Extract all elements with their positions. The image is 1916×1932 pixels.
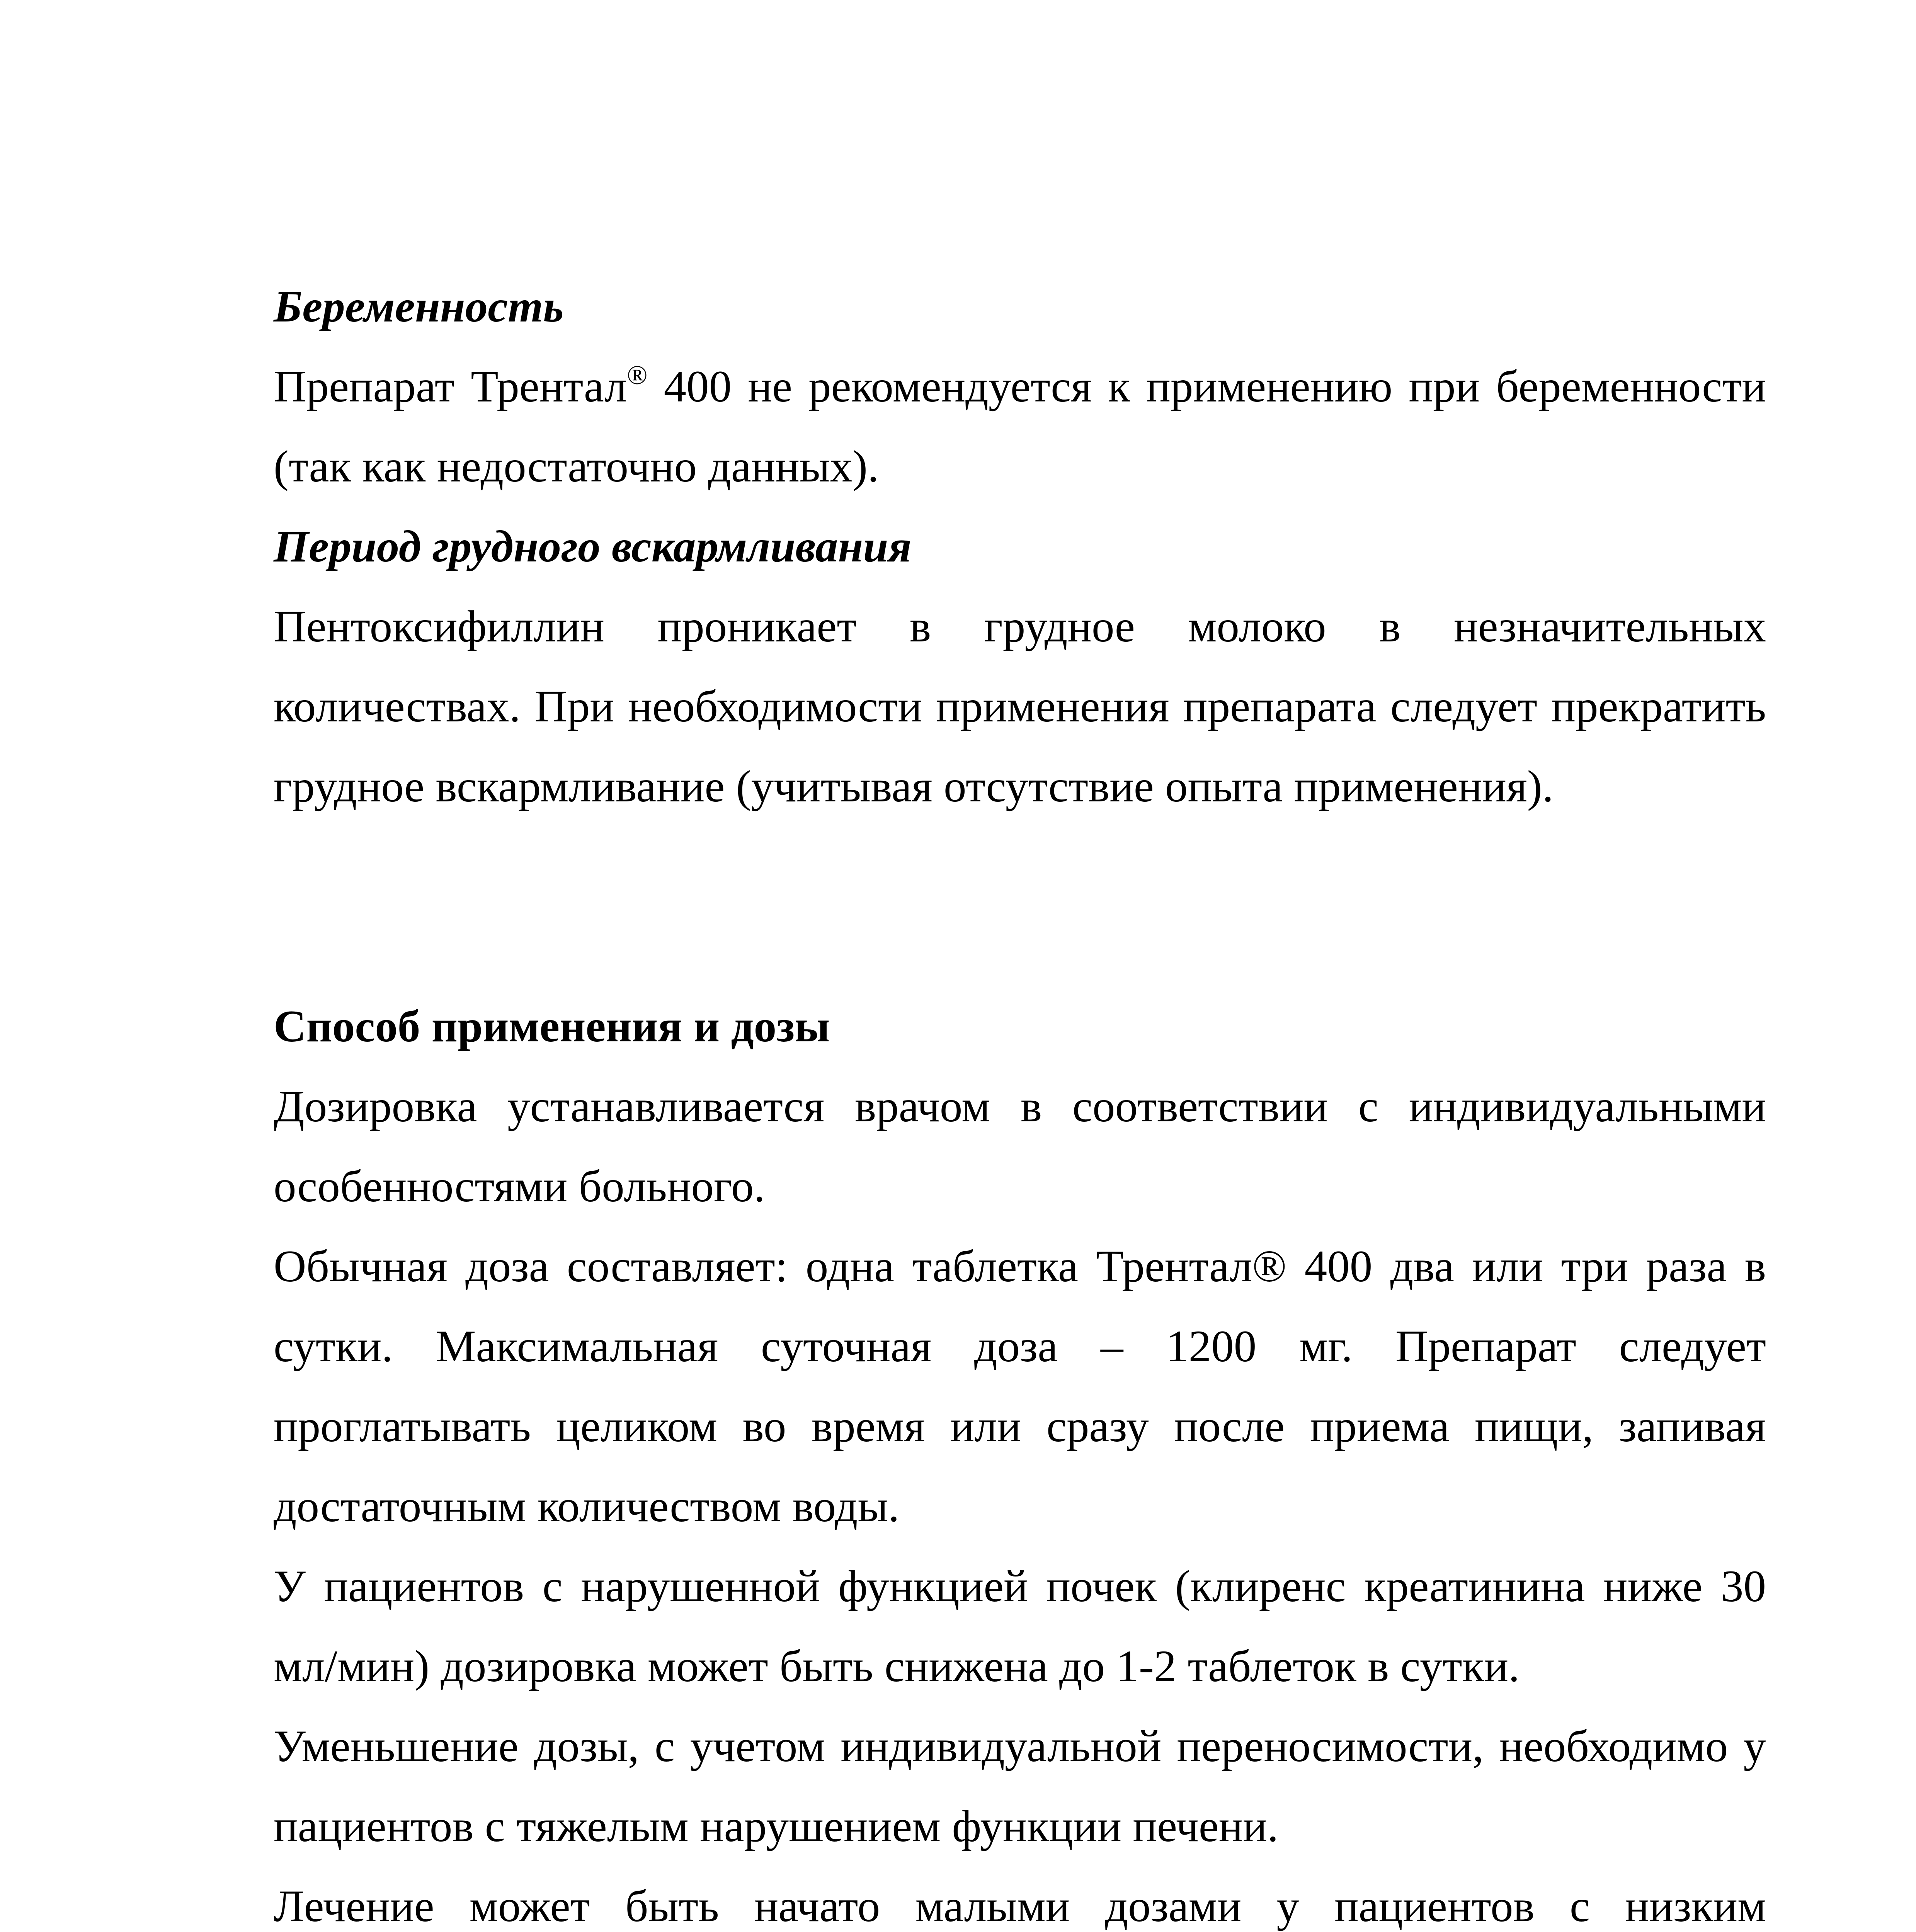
spacer xyxy=(274,906,1766,986)
document-page xyxy=(274,267,1766,1932)
spacer xyxy=(274,827,1766,906)
paragraph-breastfeeding: Пентоксифиллин проникает в грудное молоко в незначительных количествах. При необходимости применения препарата следует прекратить грудное вскармливание (учитывая отсутствие опыта применения). xyxy=(274,602,1766,811)
paragraph-dosage-4: Уменьшение дозы, с учетом индивидуальной переносимости, необходимо у пациентов с тяжелым нарушением функции печени. xyxy=(274,1721,1766,1851)
paragraph-dosage-5: Лечение может быть начато малыми дозами у пациентов с низким xyxy=(274,1881,1766,1931)
section-heading-pregnancy: Беременность xyxy=(274,282,564,332)
registered-mark: ® xyxy=(627,361,648,390)
paragraph-text: 400 не рекомендуется к применению при беременности (так как недостаточно данных). xyxy=(274,362,1766,492)
paragraph-text: Препарат Трентал xyxy=(274,362,627,412)
section-heading-breastfeeding: Период грудного вскармливания xyxy=(274,522,912,571)
paragraph-pregnancy xyxy=(274,347,1766,507)
section-heading-dosage: Способ применения и дозы xyxy=(274,1002,830,1051)
paragraph-dosage-2: Обычная доза составляет: одна таблетка Трентал® 400 два или три раза в сутки. Максимальная суточная доза – 1200 мг. Препарат следует проглатывать целиком во время или сразу после приема пищи, запивая достаточным количеством воды. xyxy=(274,1242,1766,1531)
paragraph-dosage-3: У пациентов с нарушенной функцией почек (клиренс креатинина ниже 30 мл/мин) дозировка может быть снижена до 1-2 таблеток в сутки. xyxy=(274,1561,1766,1691)
paragraph-dosage-1: Дозировка устанавливается врачом в соответствии с индивидуальными особенностями больного. xyxy=(274,1082,1766,1211)
